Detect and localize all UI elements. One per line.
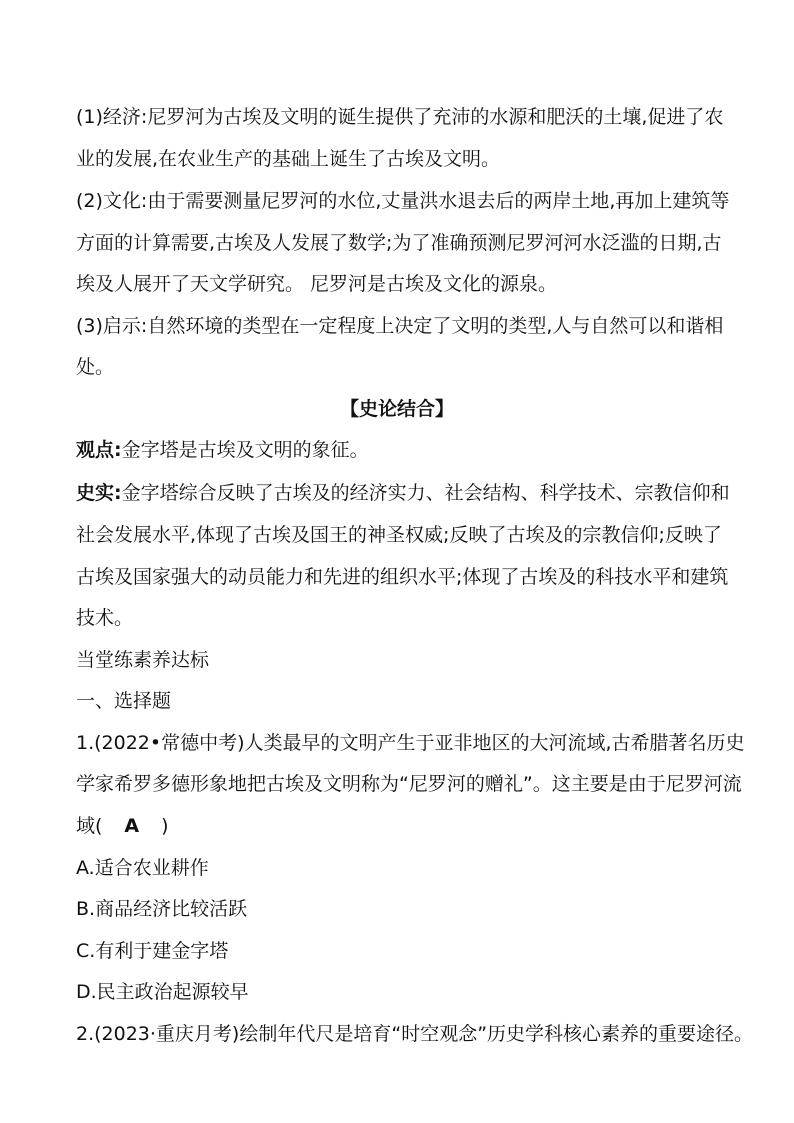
question-1-option-b: B.商品经济比较活跃 — [76, 898, 248, 920]
paragraph-culture-line1: (2)文化:由于需要测量尼罗河的水位,丈量洪水退去后的两岸土地,再加上建筑等 — [76, 190, 730, 212]
question-2-line1: 2.(2023·重庆月考)绘制年代尺是培育“时空观念”历史学科核心素养的重要途径。 — [76, 1023, 754, 1045]
fact-label: 史实: — [76, 482, 122, 504]
question-1-close-paren: ) — [161, 815, 169, 837]
practice-title: 当堂练素养达标 — [76, 649, 210, 671]
paragraph-economy-line1: (1)经济:尼罗河为古埃及文明的诞生提供了充沛的水源和肥沃的土壤,促进了农 — [76, 106, 724, 128]
question-1-line2: 学家希罗多德形象地把古埃及文明称为“尼罗河的赠礼”。这主要是由于尼罗河流 — [76, 773, 742, 795]
question-1-option-d: D.民主政治起源较早 — [76, 981, 249, 1003]
question-1-line3 — [76, 813, 726, 839]
section-heading: 【史论结合】 — [339, 398, 454, 420]
question-1-option-a: A.适合农业耕作 — [76, 857, 209, 879]
question-1-answer: A — [124, 815, 140, 837]
question-1-line1: 1.(2022•常德中考)人类最早的文明产生于亚非地区的大河流域,古希腊著名历史 — [76, 732, 745, 754]
paragraph-insight-line2: 处。 — [76, 356, 115, 378]
fact-text-1: 金字塔综合反映了古埃及的经济实力、社会结构、科学技术、宗教信仰和 — [121, 482, 730, 504]
fact-line1 — [76, 480, 730, 506]
question-1-stem-end: 域( — [76, 815, 103, 837]
question-1-option-c: C.有利于建金字塔 — [76, 940, 229, 962]
viewpoint-line — [76, 437, 726, 463]
paragraph-insight-line1: (3)启示:自然环境的类型在一定程度上决定了文明的类型,人与自然可以和谐相 — [76, 315, 724, 337]
paragraph-economy-line2: 业的发展,在农业生产的基础上诞生了古埃及文明。 — [76, 148, 501, 170]
fact-line4: 技术。 — [76, 607, 134, 629]
viewpoint-label: 观点: — [76, 439, 122, 461]
practice-subtitle: 一、选择题 — [76, 690, 172, 712]
fact-line2: 社会发展水平,体现了古埃及国王的神圣权威;反映了古埃及的宗教信仰;反映了 — [76, 524, 722, 546]
fact-line3: 古埃及国家强大的动员能力和先进的组织水平;体现了古埃及的科技水平和建筑 — [76, 566, 729, 588]
paragraph-culture-line2: 方面的计算需要,古埃及人发展了数学;为了准确预测尼罗河河水泛滥的日期,古 — [76, 232, 722, 254]
viewpoint-text: 金字塔是古埃及文明的象征。 — [121, 439, 369, 461]
paragraph-culture-line3: 埃及人展开了天文学研究。 尼罗河是古埃及文化的源泉。 — [76, 273, 558, 295]
